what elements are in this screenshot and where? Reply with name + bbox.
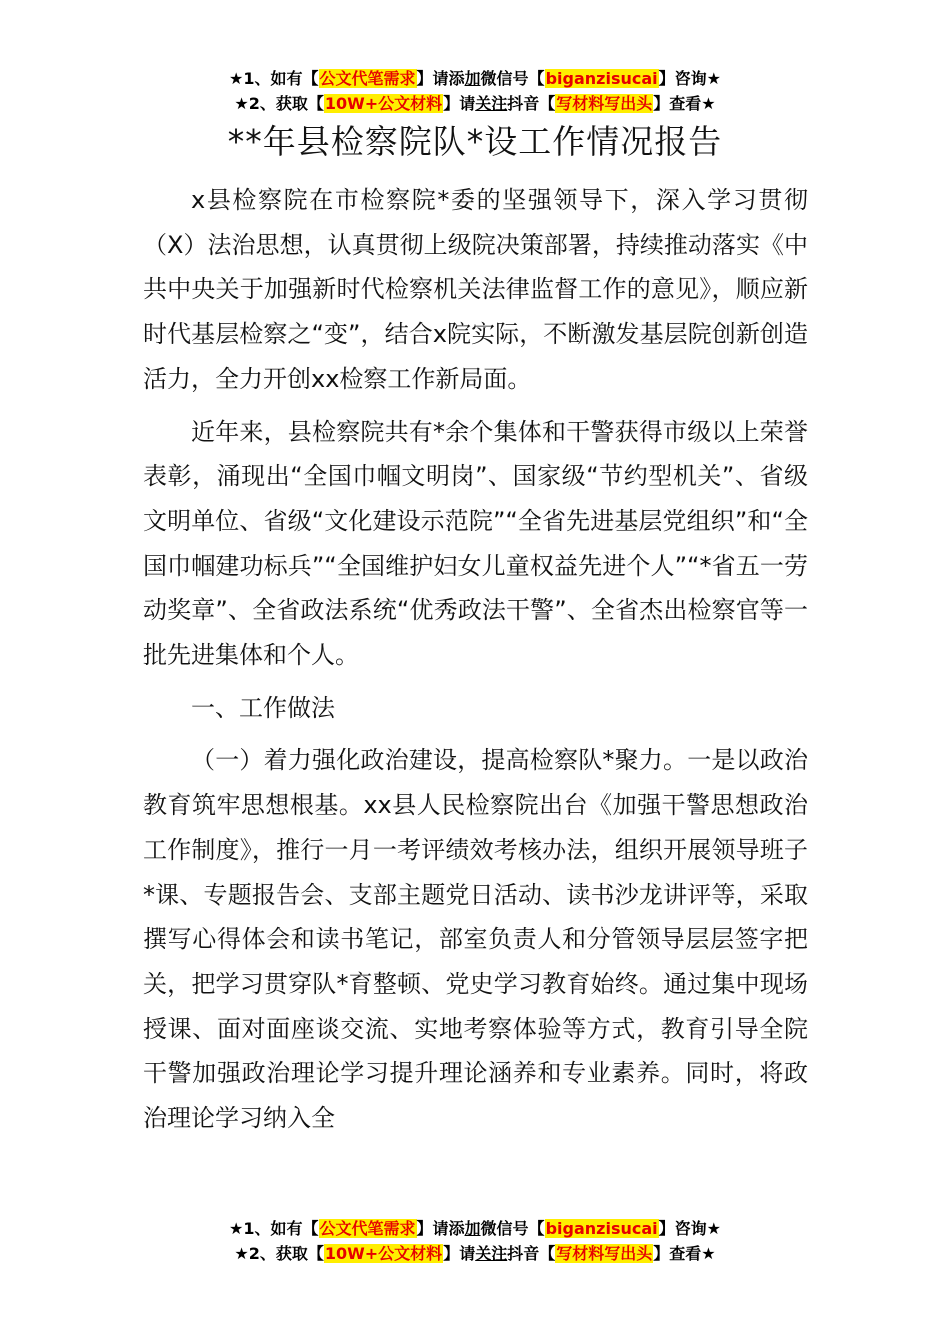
banner-line-1 [0,1216,950,1241]
highlight-wechat-id: biganzisucai [545,69,658,88]
highlight-wechat-id: biganzisucai [545,1219,658,1238]
document-body [143,178,808,1149]
banner-line-2 [0,91,950,116]
highlight-service: 公文代笔需求 [319,69,416,88]
paragraph-intro: x县检察院在市检察院*委的坚强领导下，深入学习贯彻（X）法治思想，认真贯彻上级院决策部署，持续推动落实《中共中央关于加强新时代检察机关法律监督工作的意见》，顺应新时代基层检察之“变”，结合x院实际，不断激发基层院创新创造活力，全力开创xx检察工作新局面。 [143,186,808,393]
banner-text: 】查看★ [653,94,716,113]
banner-text: 】查看★ [653,1244,716,1263]
banner-text: 抖音【 [507,1244,556,1263]
banner-underlined: 关注 [475,94,508,113]
banner-text: 】咨询★ [658,69,721,88]
paragraph-honors: 近年来，县检察院共有*余个集体和干警获得市级以上荣誉表彰，涌现出“全国巾帼文明岗”、国家级“节约型机关”、省级文明单位、省级“文化建设示范院”“全省先进基层党组织”和“全国巾帼建功标兵”“全国维护妇女儿童权益先进个人”“*省五一劳动奖章”、全省政法系统“优秀政法干警”、全省杰出检察官等一批先进集体和个人。 [143,417,808,670]
banner-text: 】咨询★ [658,1219,721,1238]
banner-text: 】请 [443,1244,476,1263]
bottom-banner [0,1216,950,1266]
banner-underlined: 加 [464,1219,481,1238]
highlight-service: 公文代笔需求 [319,1219,416,1238]
banner-text: 】请添 [416,69,465,88]
banner-text: 微信号【 [480,1219,545,1238]
banner-text: 】请 [443,94,476,113]
banner-text: ★2、获取【 [234,94,324,113]
banner-underlined: 加 [464,69,481,88]
banner-line-1 [0,66,950,91]
banner-underlined: 关注 [475,1244,508,1263]
highlight-materials: 10W+公文材料 [324,94,443,113]
highlight-douyin: 写材料写出头 [556,1244,653,1263]
banner-text: ★1、如有【 [229,69,319,88]
document-title: **年县检察院队*设工作情况报告 [227,122,723,161]
banner-text: ★1、如有【 [229,1219,319,1238]
banner-text: 】请添 [416,1219,465,1238]
paragraph-political-building: （一）着力强化政治建设，提高检察队*聚力。一是以政治教育筑牢思想根基。xx县人民检察院出台《加强干警思想政治工作制度》，推行一月一考评绩效考核办法，组织开展领导班子*课、专题报告会、支部主题党日活动、读书沙龙讲评等，采取撰写心得体会和读书笔记，部室负责人和分管领导层层签字把关，把学习贯穿队*育整顿、党史学习教育始终。通过集中现场授课、面对面座谈交流、实地考察体验等方式，教育引导全院干警加强政治理论学习提升理论涵养和专业素养。同时，将政治理论学习纳入全 [143,746,808,1133]
banner-text: 微信号【 [480,69,545,88]
section-heading: 一、工作做法 [191,693,335,722]
banner-line-2 [0,1241,950,1266]
banner-text: 抖音【 [507,94,556,113]
banner-text: ★2、获取【 [234,1244,324,1263]
highlight-materials: 10W+公文材料 [324,1244,443,1263]
top-banner [0,66,950,116]
highlight-douyin: 写材料写出头 [556,94,653,113]
